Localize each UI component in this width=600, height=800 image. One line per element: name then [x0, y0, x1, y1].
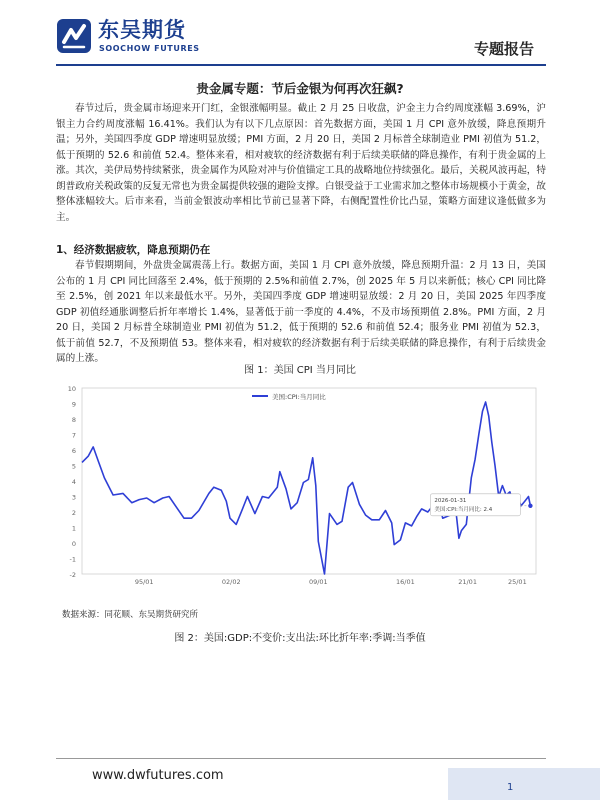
y-tick-label: 1 [71, 524, 76, 533]
y-tick-label: 0 [71, 540, 76, 548]
y-tick-label: 7 [71, 431, 76, 440]
x-tick-label: 09/01 [308, 578, 328, 586]
header-divider [56, 64, 546, 66]
footer-divider [56, 758, 546, 759]
figure-2-caption: 图 2：美国:GDP:不变价:支出法:环比折年率:季调:当季值 [174, 633, 426, 644]
legend-label: 美国:CPI:当月同比 [272, 393, 326, 401]
report-type-label: 专题报告 [473, 40, 534, 58]
footer-website-link[interactable]: www.dwfutures.com [92, 768, 224, 783]
section-1-body: 春节假期期间，外盘贵金属震荡上行。数据方面，美国 1 月 CPI 意外放缓，降息预期升温：2 月 13 日，美国公布的 1 月 CPI 同比回落至 2.4%，低于预期的 2.5%和前值 2.7%，创 2025 年 5 月以来新低；核心 CPI 同比降至 2.5%，创 2021 年以来最低水平。另外，美国四季度 GDP 增速明显放缓：2 月 20 日，美国 2025 年四季度 GDP 初值经通胀调整后折年率增长 1.4%，显著低于前一季度的 4.4%，不及市场预期值 2.8%。PMI 方面，2 月 20 日，美国 2 月标普全球制造业 PMI 初值为 51.2，低于预期的 52.6 和前值 52.4；服务业 PMI 初值为 52.3，低于前值 52.7，不及预期值 53。整体来看，相对疲软的经济数据有利于后续美联储的降息操作，有利于后续贵金属的上涨。 [56, 260, 546, 364]
page-number: 1 [507, 782, 514, 793]
figure-1-source: 数据来源：同花顺、东吴期货研究所 [62, 610, 199, 620]
x-tick-label: 25/01 [507, 578, 527, 586]
intro-paragraph: 春节过后，贵金属市场迎来开门红，金银涨幅明显。截止 2 月 25 日收盘，沪金主力合约周度涨幅 3.69%，沪银主力合约周度涨幅 16.41%。我们认为有以下几点原因：首先数据方面，美国 1 月 CPI 意外放缓，降息预期升温；另外，美国四季度 GDP 增速明显放缓；PMI 方面，2 月 20 日，美国 2 月标普全球制造业 PMI 初值为 51.2，低于预期的 52.6 和前值 52.4。整体来看，相对疲软的经济数据有利于后续美联储的降息操作，有利于贵金属的上涨。其次，美伊局势持续紧张，贵金属作为风险对冲与价值锚定工具的战略地位持续强化。最后，关税风波再起，特朗普政府关税政策的反复无常也为贵金属提供较强的避险支撑。白银受益于工业需求加之整体市场规模小于黄金，故整体涨幅较大。后市来看，当前金银波动率相比节前已显著下降，右侧配置性价比凸显，策略方面建议逢低做多为主。 [56, 103, 546, 223]
cpi-chart-svg [56, 378, 546, 590]
y-tick-label: 10 [67, 385, 76, 393]
annotation-value: 美国:CPI:当月同比: 2.4 [434, 506, 493, 513]
y-tick-label: 5 [71, 462, 76, 471]
y-tick-label: 6 [71, 447, 76, 455]
page-number-tab [448, 768, 600, 800]
x-tick-label: 02/02 [221, 578, 241, 586]
cpi-chart [56, 378, 546, 590]
logo-chinese-name: 东吴期货 [98, 18, 186, 42]
cpi-series-line [82, 402, 530, 574]
y-tick-label: -2 [69, 571, 76, 579]
x-tick-label: 95/01 [134, 578, 154, 586]
figure-1-caption: 图 1：美国 CPI 当月同比 [244, 365, 356, 376]
section-1-heading: 1、经济数据疲软，降息预期仍在 [56, 244, 211, 256]
report-title: 贵金属专题：节后金银为何再次狂飙? [196, 81, 404, 96]
annotation-point [528, 504, 532, 508]
y-tick-label: 4 [71, 478, 76, 486]
y-tick-label: 2 [71, 509, 76, 517]
logo-english-name: SOOCHOW FUTURES [99, 44, 200, 53]
chart-frame [82, 388, 536, 574]
annotation-date: 2026-01-31 [434, 497, 467, 504]
soochow-logo-icon [56, 18, 92, 54]
y-tick-label: 9 [71, 400, 76, 409]
y-tick-label: 3 [71, 493, 76, 502]
page-header [0, 0, 600, 70]
y-tick-label: -1 [69, 555, 76, 564]
x-tick-label: 21/01 [458, 578, 477, 586]
x-tick-label: 16/01 [396, 578, 415, 586]
y-tick-label: 8 [71, 416, 76, 424]
